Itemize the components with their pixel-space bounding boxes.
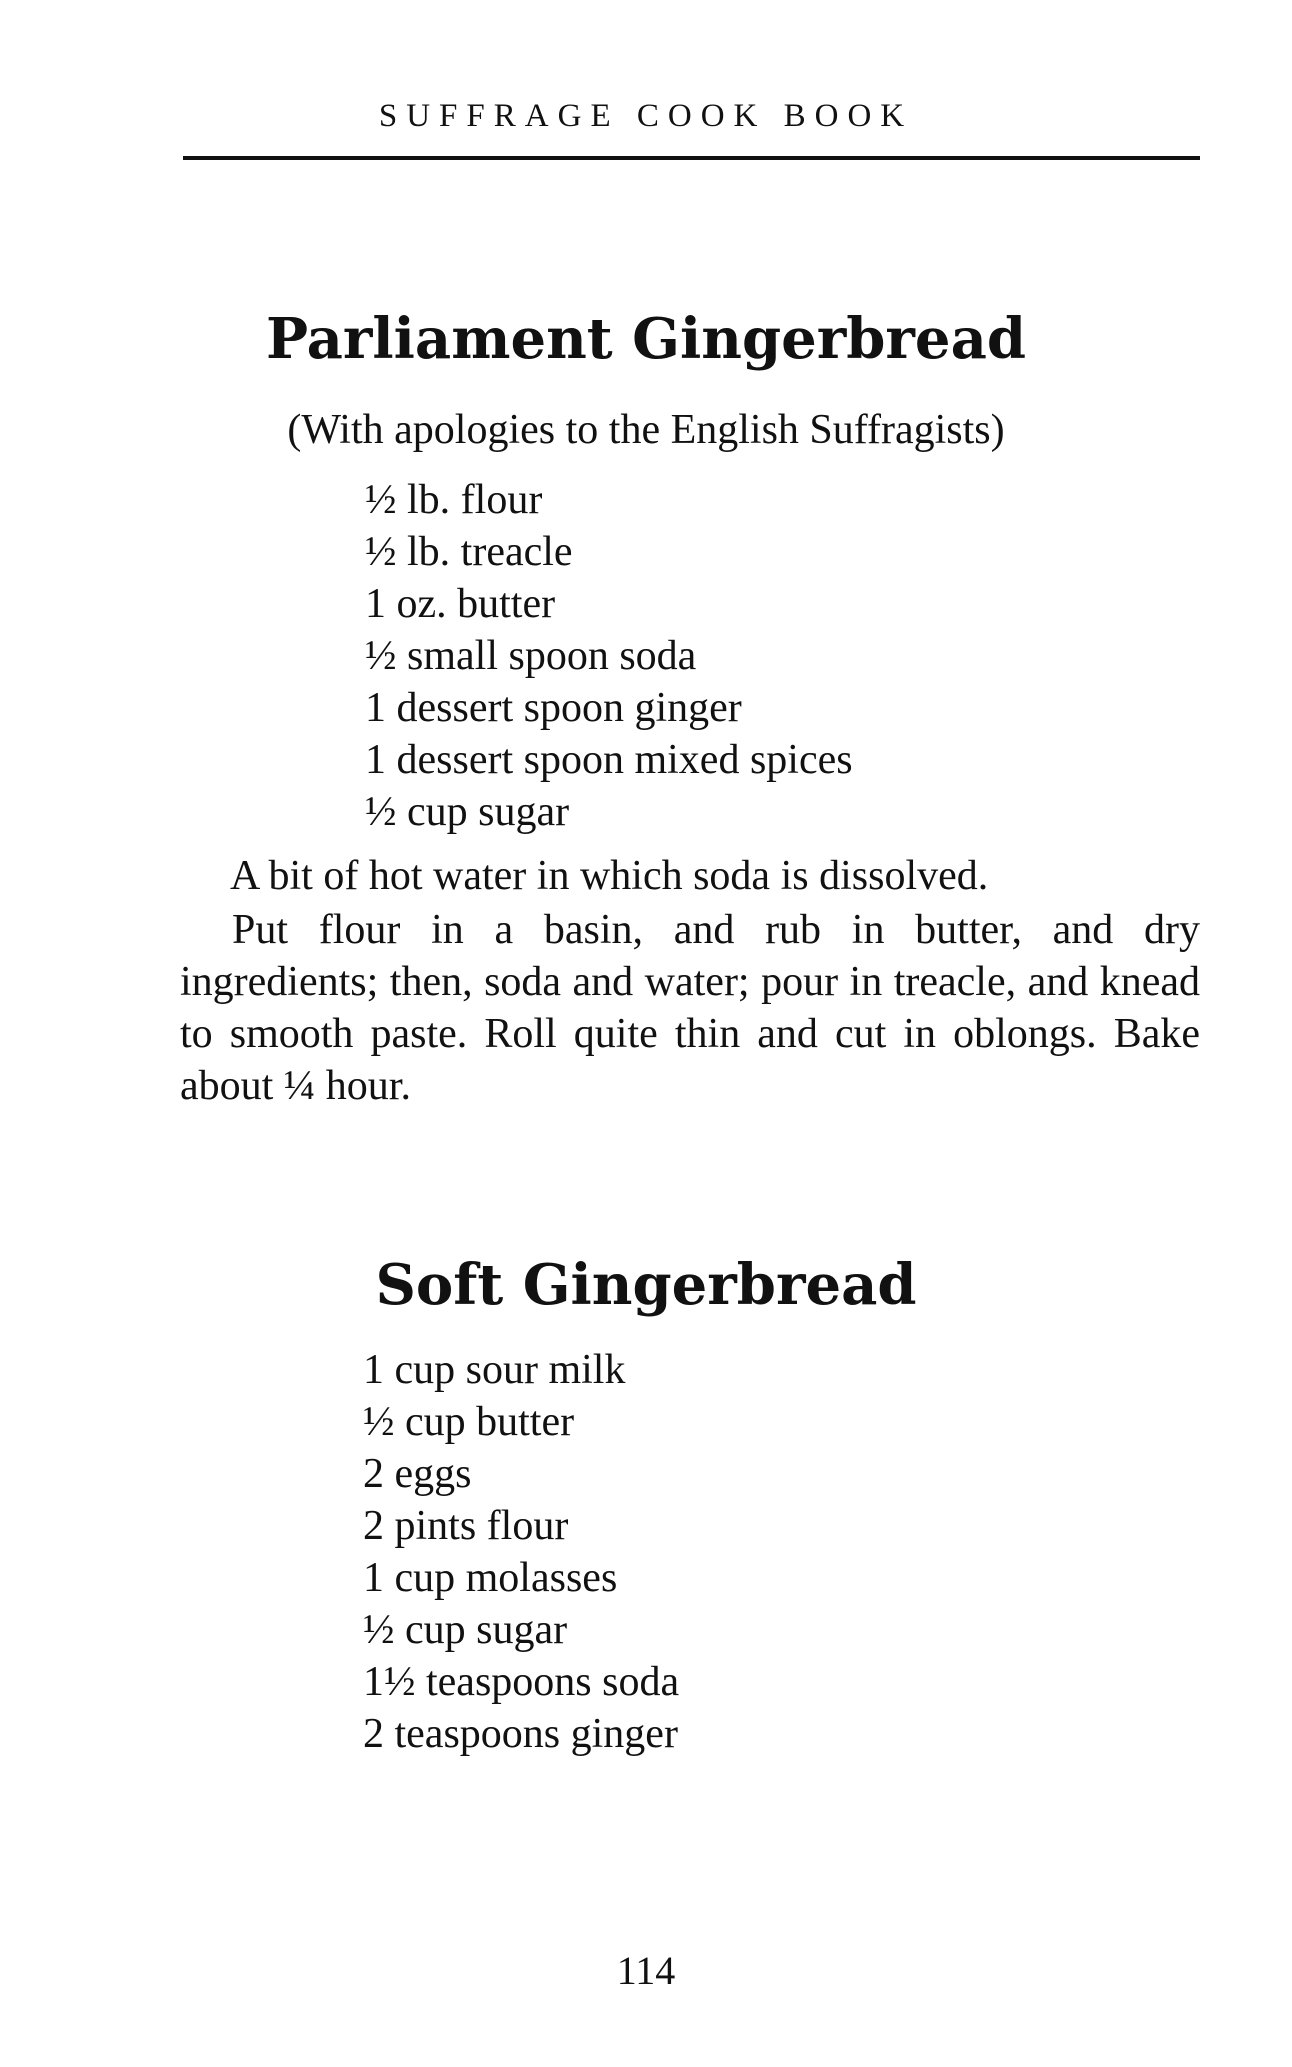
ingredient-item: ½ lb. treacle — [365, 529, 573, 575]
ingredient-item: 1 cup molasses — [363, 1555, 618, 1601]
running-head: SUFFRAGE COOK BOOK — [378, 98, 914, 134]
ingredient-item: ½ small spoon soda — [365, 633, 697, 679]
recipe-title-soft-gingerbread: Soft Gingerbread — [375, 1252, 917, 1318]
recipe-title-parliament-gingerbread: Parliament Gingerbread — [265, 306, 1027, 372]
ingredient-item: ½ lb. flour — [365, 477, 543, 523]
ingredient-item: 2 eggs — [363, 1451, 472, 1497]
ingredient-list-soft-gingerbread — [363, 1344, 679, 1760]
recipe-method: Put flour in a basin, and rub in butter, and dry ingredients; then, soda and water; pour in treacle, and knead to smooth paste. Roll quite thin and cut in oblongs. Bake about ¼ hour. — [180, 907, 1200, 1109]
ingredient-item: 1 oz. butter — [365, 581, 556, 627]
ingredient-item: 1 cup sour milk — [363, 1347, 626, 1393]
page-number: 114 — [616, 1948, 676, 1993]
ingredient-note: A bit of hot water in which soda is dissolved. — [230, 853, 989, 899]
header-rule — [183, 156, 1200, 160]
ingredient-item: ½ cup butter — [363, 1399, 575, 1445]
ingredient-item: 1 dessert spoon mixed spices — [365, 737, 853, 783]
ingredient-item: 2 pints flour — [363, 1503, 569, 1549]
recipe-subtitle: (With apologies to the English Suffragists) — [287, 407, 1005, 453]
ingredient-item: 1 dessert spoon ginger — [365, 685, 742, 731]
ingredient-list-parliament-gingerbread — [365, 474, 853, 838]
ingredient-item: 1½ teaspoons soda — [363, 1659, 680, 1705]
ingredient-item: ½ cup sugar — [365, 789, 570, 835]
ingredient-item: 2 teaspoons ginger — [363, 1711, 678, 1757]
ingredient-item: ½ cup sugar — [363, 1607, 568, 1653]
